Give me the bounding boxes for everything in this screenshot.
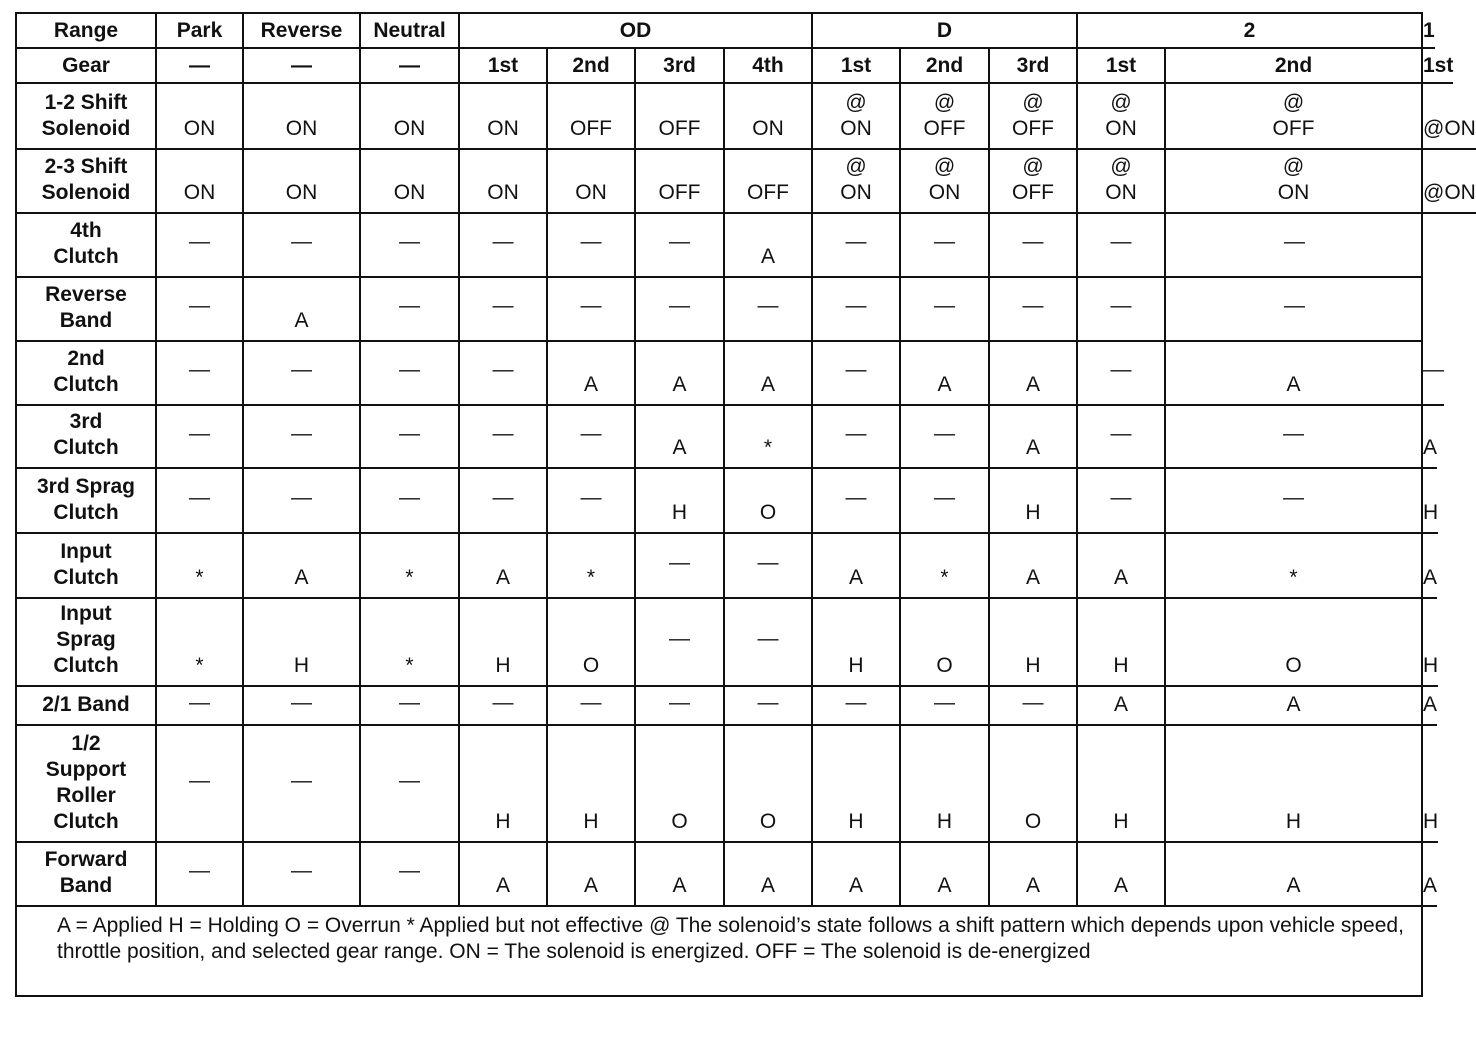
table-cell: * [548,534,636,599]
table-cell: A [1078,534,1166,599]
table-cell: OFF [636,150,725,214]
table-cell: — [813,469,901,534]
table-cell: O [990,726,1078,843]
table-cell: ON [361,84,460,150]
table-cell: A [990,406,1078,469]
range-header-4: OD [460,14,813,49]
table-cell: O [1166,599,1423,687]
gear-cell: 2nd [548,49,636,84]
table-cell: A [548,342,636,406]
table-cell: ON [244,84,361,150]
table-cell: * [901,534,990,599]
range-header-0: Range [17,14,157,49]
table-cell: @ OFF [990,84,1078,150]
table-cell: — [1423,342,1444,406]
table-cell: * [361,599,460,687]
gear-cell: 3rd [990,49,1078,84]
table-cell: ON [361,150,460,214]
table-cell: A [725,214,813,278]
table-cell: @ON [1423,150,1476,214]
table-cell: A [1166,687,1423,726]
gear-cell: 2nd [901,49,990,84]
table-cell: H [1423,726,1438,843]
table-cell: — [901,687,990,726]
table-cell: A [901,843,990,907]
table-cell: — [157,342,244,406]
table-cell: @ OFF [1166,84,1423,150]
table-cell: — [244,726,361,843]
table-cell: — [813,278,901,342]
table-cell: — [901,278,990,342]
table-cell: O [548,599,636,687]
table-cell: — [548,214,636,278]
table-cell: — [636,687,725,726]
row-label: Forward Band [17,843,157,907]
table-cell: — [813,342,901,406]
table-cell: A [1078,843,1166,907]
row-label: 4th Clutch [17,214,157,278]
table-cell: * [725,406,813,469]
table-cell: H [460,726,548,843]
gear-label: Gear [17,49,157,84]
table-cell: — [901,214,990,278]
table-cell: A [990,843,1078,907]
table-cell: * [157,599,244,687]
table-cell: — [990,278,1078,342]
table-cell: ON [157,150,244,214]
gear-cell: 2nd [1166,49,1423,84]
row-label: 3rd Clutch [17,406,157,469]
table-cell: A [636,406,725,469]
table-cell: H [244,599,361,687]
table-cell: — [725,278,813,342]
table-cell: — [1078,214,1166,278]
table-cell: — [725,599,813,687]
table-cell: @ ON [1078,150,1166,214]
gear-cell: — [244,49,361,84]
gear-cell: 1st [460,49,548,84]
table-cell: A [244,534,361,599]
table-cell: @ OFF [901,84,990,150]
table-cell: A [725,843,813,907]
table-cell: — [157,469,244,534]
range-header-3: Neutral [361,14,460,49]
table-cell: — [361,469,460,534]
table-cell: @ ON [813,84,901,150]
table-cell: — [901,469,990,534]
table-cell: ON [244,150,361,214]
table-cell: H [1078,599,1166,687]
table-cell: * [1166,534,1423,599]
table-cell: H [813,726,901,843]
table-cell: H [1166,726,1423,843]
row-label: 2/1 Band [17,687,157,726]
table-cell: @ON [1423,84,1476,150]
table-cell: H [901,726,990,843]
table-cell: — [460,687,548,726]
table-cell: A [1423,534,1437,599]
table-cell: H [990,599,1078,687]
table-cell: H [460,599,548,687]
row-label: 2-3 Shift Solenoid [17,150,157,214]
row-label: 3rd Sprag Clutch [17,469,157,534]
table-cell: — [361,278,460,342]
table-cell: ON [548,150,636,214]
table-cell: H [636,469,725,534]
table-cell: — [157,687,244,726]
table-cell: — [990,687,1078,726]
table-cell: — [1166,469,1423,534]
table-cell: @ ON [1166,150,1423,214]
table-cell: A [1423,406,1437,469]
table-cell: — [460,342,548,406]
table-cell: OFF [725,150,813,214]
range-header-6: 2 [1078,14,1423,49]
table-cell: — [1078,406,1166,469]
table-cell: — [244,214,361,278]
table-cell: — [361,342,460,406]
table-cell: A [548,843,636,907]
table-cell: A [990,342,1078,406]
table-cell: — [244,469,361,534]
table-cell: * [361,534,460,599]
range-header-2: Reverse [244,14,361,49]
table-cell: O [725,726,813,843]
table-cell: — [548,278,636,342]
table-cell: — [460,406,548,469]
table-cell: @ ON [1078,84,1166,150]
table-cell: — [244,843,361,907]
table-cell: — [548,687,636,726]
gear-cell: 3rd [636,49,725,84]
table-cell: — [813,406,901,469]
range-header-7: 1 [1423,14,1435,49]
table-cell: O [636,726,725,843]
table-cell: A [1166,843,1423,907]
row-label: 2nd Clutch [17,342,157,406]
table-cell: OFF [548,84,636,150]
table-cell: — [725,687,813,726]
row-label: 1/2 Support Roller Clutch [17,726,157,843]
table-cell: ON [725,84,813,150]
table-cell: A [901,342,990,406]
table-cell: A [636,843,725,907]
table-cell: — [636,214,725,278]
table-cell: ON [460,150,548,214]
gear-cell: 1st [1078,49,1166,84]
table-cell: OFF [636,84,725,150]
row-label: Input Sprag Clutch [17,599,157,687]
table-cell: — [1166,214,1423,278]
table-cell: A [460,843,548,907]
table-cell: A [725,342,813,406]
range-header-5: D [813,14,1078,49]
table-cell: A [244,278,361,342]
gear-cell: — [361,49,460,84]
gear-cell: — [157,49,244,84]
table-cell: O [725,469,813,534]
table-cell: — [813,687,901,726]
table-cell: — [990,214,1078,278]
table-cell: — [157,726,244,843]
table-cell: — [548,469,636,534]
table-cell: A [990,534,1078,599]
table-cell: — [157,843,244,907]
table-cell: — [244,687,361,726]
table-cell: — [244,406,361,469]
table-cell: — [1078,469,1166,534]
table-cell: — [157,406,244,469]
table-cell: * [157,534,244,599]
table-cell: A [636,342,725,406]
table-cell: — [460,278,548,342]
table-cell: A [460,534,548,599]
table-cell: — [1166,278,1423,342]
table-cell: — [361,843,460,907]
table-cell: — [548,406,636,469]
table-cell: — [1078,278,1166,342]
table-cell: A [813,534,901,599]
table-cell: — [813,214,901,278]
table-cell: A [1078,687,1166,726]
shift-application-chart [15,12,1476,997]
table-cell: H [813,599,901,687]
table-cell: — [725,534,813,599]
table-cell: ON [460,84,548,150]
table-cell: H [1423,599,1438,687]
row-label: 1-2 Shift Solenoid [17,84,157,150]
table-cell: — [244,342,361,406]
table-cell: — [636,534,725,599]
range-header-1: Park [157,14,244,49]
table-cell: A [813,843,901,907]
table-cell: A [1423,843,1437,907]
table-cell: — [361,214,460,278]
table-cell: — [636,599,725,687]
table-cell: H [1423,469,1438,534]
table-cell: @ ON [901,150,990,214]
row-label: Reverse Band [17,278,157,342]
gear-cell: 4th [725,49,813,84]
table-cell: — [157,278,244,342]
gear-cell: 1st [813,49,901,84]
table-cell: — [1166,406,1423,469]
table-cell: — [361,726,460,843]
table-cell: ON [157,84,244,150]
table-cell: — [460,469,548,534]
table-cell: — [901,406,990,469]
table-cell: A [1423,687,1437,726]
gear-cell: 1st [1423,49,1453,84]
table-cell: H [990,469,1078,534]
table-cell: H [1078,726,1166,843]
table-cell: O [901,599,990,687]
table-cell: — [361,687,460,726]
table-cell: @ OFF [990,150,1078,214]
row-label: Input Clutch [17,534,157,599]
table-cell: A [1166,342,1423,406]
table-cell: — [460,214,548,278]
table-cell: — [157,214,244,278]
table-cell: — [636,278,725,342]
legend-note: A = Applied H = Holding O = Overrun * Applied but not effective @ The solenoid’s state follows a shift pattern which depends upon vehicle speed, throttle position, and selected gear range. ON = The solenoid is energized. OFF = The solenoid is de-energized [57,914,1404,963]
table-cell: — [1078,342,1166,406]
table-cell: — [361,406,460,469]
table-cell: @ ON [813,150,901,214]
table-cell: H [548,726,636,843]
